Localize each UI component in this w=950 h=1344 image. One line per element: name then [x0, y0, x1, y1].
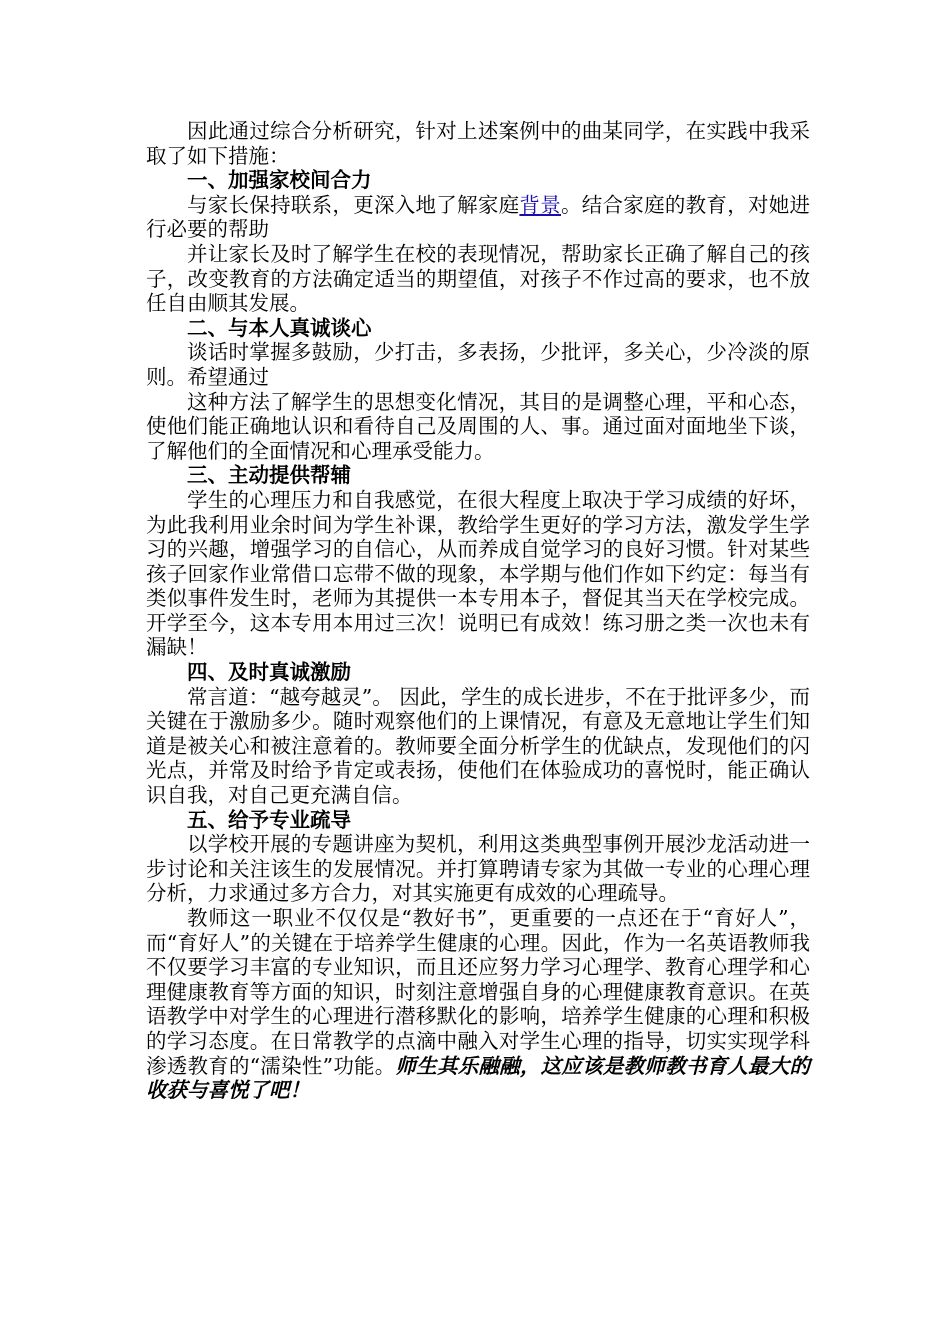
- section-1-text-before-link: 与家长保持联系，更深入地了解家庭: [187, 192, 520, 217]
- conclusion-paragraph: [146, 906, 810, 1103]
- section-5-paragraph-1: 以学校开展的专题讲座为契机，利用这类典型事例开展沙龙活动进一步讨论和关注该生的发展情况。并打算聘请专家为其做一专业的心理心理分析，力求通过多方合力，对其实施更有成效的心理疏导。: [146, 832, 810, 906]
- section-3-paragraph-1: 学生的心理压力和自我感觉，在很大程度上取决于学习成绩的好坏，为此我利用业余时间为学生补课，教给学生更好的学习方法，激发学生学习的兴趣，增强学习的自信心，从而养成自觉学习的良好习惯。针对某些孩子回家作业常借口忘带不做的现象，本学期与他们作如下约定：每当有类似事件发生时，老师为其提供一本专用本子，督促其当天在学校完成。开学至今，这本专用本用过三次！说明已有成效！练习册之类一次也未有漏缺！: [146, 487, 810, 660]
- section-4-paragraph-1: 常言道：“越夸越灵”。 因此，学生的成长进步，不在于批评多少，而关键在于激励多少。随时观察他们的上课情况，有意及无意地让学生们知道是被关心和被注意着的。教师要全面分析学生的优缺点，发现他们的闪光点，并常及时给予肯定或表扬，使他们在体验成功的喜悦时，能正确认识自我，对自己更充满自信。: [146, 684, 810, 808]
- section-1-paragraph-2: 并让家长及时了解学生在校的表现情况，帮助家长正确了解自己的孩子，改变教育的方法确定适当的期望值，对孩子不作过高的要求，也不放任自由顺其发展。: [146, 241, 810, 316]
- document-body: [146, 119, 810, 1103]
- section-heading-1: 一、加强家校间合力: [187, 168, 372, 193]
- section-heading-4: 四、及时真诚激励: [187, 660, 351, 685]
- section-2-paragraph-2: 这种方法了解学生的思想变化情况，其目的是调整心理，平和心态，使他们能正确地认识和看待自己及周围的人、事。通过面对面地坐下谈，了解他们的全面情况和心理承受能力。: [146, 389, 810, 463]
- section-1-paragraph-1: [146, 193, 810, 242]
- conclusion-text: 教师这一职业不仅仅是“教好书”，更重要的一点还在于“育好人”，而“育好人”的关键在于培养学生健康的心理。因此，作为一名英语教师我不仅要学习丰富的专业知识，而且还应努力学习心理学、教育心理学和心理健康教育等方面的知识，时刻注意增强自身的心理健康教育意识。在英语教学中对学生的心理进行潜移默化的影响，培养学生健康的心理和积极的学习态度。在日常教学的点滴中融入对学生心理的指导，切实实现学科渗透教育的“濡染性”功能。: [146, 906, 810, 1078]
- section-1-text-after-link: 。结合家庭的教育，对她进行必要的帮助: [146, 192, 811, 242]
- background-link[interactable]: 背景: [519, 192, 561, 217]
- section-heading-5: 五、给予专业疏导: [187, 807, 351, 832]
- closing-sentence: 师生其乐融融，这应该是教师教书育人最大的收获与喜悦了吧！: [146, 1053, 811, 1103]
- intro-paragraph: 因此通过综合分析研究，针对上述案例中的曲某同学，在实践中我采取了如下措施：: [146, 119, 810, 168]
- section-2-paragraph-1: 谈话时掌握多鼓励，少打击，多表扬，少批评，多关心，少冷淡的原则。希望通过: [146, 340, 810, 389]
- section-heading-2: 二、与本人真诚谈心: [187, 315, 372, 340]
- section-heading-3: 三、主动提供帮辅: [187, 463, 351, 488]
